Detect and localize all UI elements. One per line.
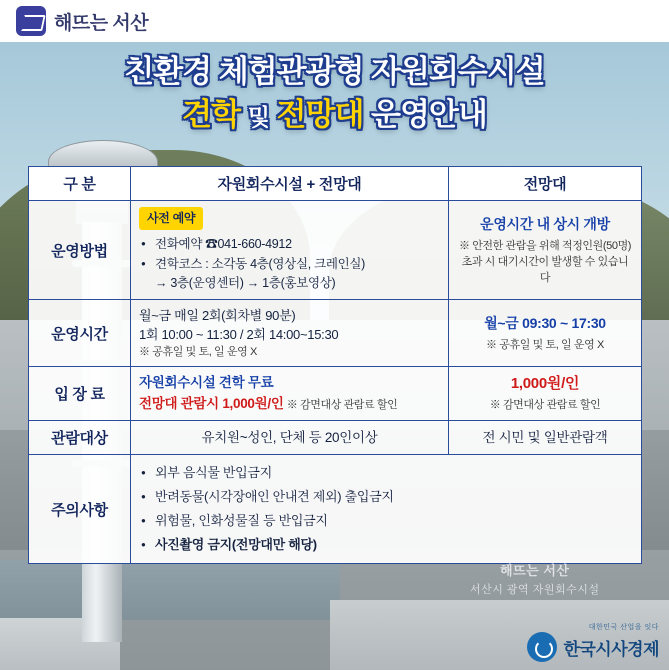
observatory-fee-note: ※ 감면대상 관람료 할인 [489,399,601,411]
title-line-2-part-3: 전망대 [276,97,364,132]
observatory-open-note-1: ※ 안전한 관람을 위해 적정인원(50명) [458,239,632,252]
operation-method-item-phone: ● 전화예약 ☎041-660-4912 [153,234,440,254]
operation-hours-line-2: 1회 10:00 ~ 11:30 / 2회 14:00~15:30 [139,327,339,342]
table-row-caution [29,455,642,564]
title-line-2-part-2: 및 [247,104,269,130]
admission-discount-note: ※ 감면대상 관람료 할인 [286,399,398,411]
operation-hours-line-1: 월~금 매일 2회(회차별 90분) [139,308,296,323]
row-label-operation-method: 운영방법 [29,201,131,300]
watermark-line-1: 해뜨는 서산 [500,563,570,578]
reservation-badge: 사전 예약 [139,207,203,230]
header-bar [0,0,669,42]
row-label-operation-hours: 운영시간 [29,300,131,367]
admission-free-text: 자원회수시설 견학 무료 [139,375,274,390]
observatory-hours-note: ※ 공휴일 및 토, 일 운영 X [486,338,604,351]
watermark-line-2: 서산시 광역 자원회수시설 [470,584,600,596]
caution-item-2: ● 반려동물(시각장애인 안내견 제외) 출입금지 [153,485,633,509]
info-table [28,166,642,564]
cell-audience-facility: 유치원~성인, 단체 등 20인이상 [131,421,449,455]
observatory-hours-text: 월~금 09:30 ~ 17:30 [484,314,606,331]
header-logo-text: 해뜨는 서산 [54,12,149,34]
caution-item-4: ● 사진촬영 금지(전망대만 해당) [153,533,633,557]
press-logo [527,632,659,662]
row-label-caution: 주의사항 [29,455,131,564]
title-line-2-part-4: 운영안내 [371,97,487,132]
admission-paid-text: 전망대 관람시 1,000원/인 [139,396,284,411]
cell-operation-hours-observatory [449,300,642,367]
cell-admission-fee-facility [131,367,449,421]
table-row-operation-hours [29,300,642,367]
observatory-fee-text: 1,000원/인 [510,375,580,392]
poster-title [0,52,669,138]
cell-operation-method-observatory [449,201,642,300]
caution-item-3: ● 위험물, 인화성물질 등 반입금지 [153,509,633,533]
title-line-1: 친환경 체험관광형 자원회수시설 [124,54,545,89]
operation-hours-note: ※ 공휴일 및 토, 일 운영 X [139,346,257,358]
cell-operation-hours-facility [131,300,449,367]
table-header-observatory: 전망대 [449,167,642,201]
cell-admission-fee-observatory [449,367,642,421]
row-label-audience: 관람대상 [29,421,131,455]
cell-operation-method-facility [131,201,449,300]
title-line-2-part-1: 견학 [182,97,241,132]
title-line-2 [0,94,669,138]
press-name: 한국시사경제 [563,639,659,659]
table-header-division: 구 분 [29,167,131,201]
operation-method-item-course: ● 견학코스 : 소각동 4층(영상실, 크레인실) [153,254,440,274]
observatory-open-text: 운영시간 내 상시 개방 [480,215,610,232]
cell-audience-observatory: 전 시민 및 일반관람객 [449,421,642,455]
table-row-admission-fee [29,367,642,421]
table-header-facility-observatory: 자원회수시설 + 전망대 [131,167,449,201]
press-circle-icon [527,632,557,662]
observatory-open-note-2: 초과 시 대기시간이 발생할 수 있습니다 [461,255,629,284]
press-tagline: 대한민국 산업을 잇다 [588,624,659,631]
cell-caution-items [131,455,642,564]
photo-watermark [470,560,600,597]
caution-item-1: ● 외부 음식물 반입금지 [153,461,633,485]
info-table-wrapper [28,166,641,564]
table-row-operation-method [29,201,642,300]
seosan-symbol-icon [16,6,46,36]
operation-method-course-cont: → 3층(운영센터) → 1층(홍보영상) [155,276,336,290]
row-label-admission-fee: 입 장 료 [29,367,131,421]
table-row-audience [29,421,642,455]
table-header-row [29,167,642,201]
